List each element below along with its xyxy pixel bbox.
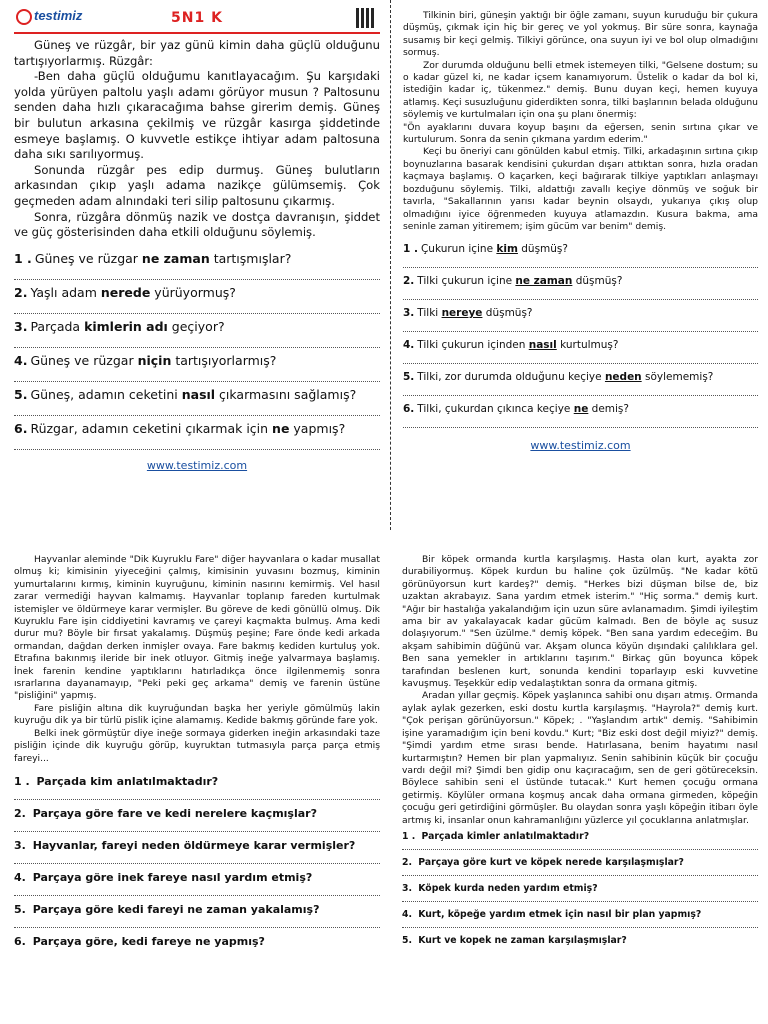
question-3: 3. Hayvanlar, fareyi neden öldürmeye karar vermişler?: [14, 839, 380, 871]
answer-line[interactable]: [14, 863, 380, 864]
question-1: 1 . Parçada kimler anlatılmaktadır?: [402, 831, 758, 857]
story-paragraph: Zor durumda olduğunu belli etmek istemeyen tilki, "Gelsene dostum; su o kadar güzel ki, ne kadar içsem kanamıyorum. Üstelik o kadar da bol ki, istediğin kadar iç, tükenmez." demiş. Bunu duyan keçi, hemen kuyuya atlamış. Keçi susuzluğunu giderdikten sonra, tilki başlarının belada olduğunu söylemiş ve kurtulmaları için ona şu planı önermiş:: [403, 59, 758, 121]
worksheet-sun-wind: [0, 0, 390, 530]
answer-line[interactable]: [403, 299, 758, 300]
question-3: 3. Köpek kurda neden yardım etmiş?: [402, 883, 758, 909]
answer-line[interactable]: [402, 849, 758, 850]
worksheet-dog-wolf: [390, 548, 768, 1024]
question-4: 4. Güneş ve rüzgar niçin tartışıyorlarmış?: [14, 353, 380, 387]
answer-line[interactable]: [14, 831, 380, 832]
question-1: 1 . Güneş ve rüzgar ne zaman tartışmışlar?: [14, 251, 380, 285]
story-paragraph: Sonra, rüzgâra dönmüş nazik ve dostça davranışın, şiddet ve güç gösterisinden daha etkili olduğunu söylemiş.: [14, 209, 380, 240]
answer-line[interactable]: [403, 267, 758, 268]
answer-line[interactable]: [14, 415, 380, 416]
website-link[interactable]: www.testimiz.com: [530, 439, 631, 453]
question-3: 3. Tilki nereye düşmüş?: [403, 307, 758, 339]
answer-line[interactable]: [402, 901, 758, 902]
website-link[interactable]: www.testimiz.com: [146, 458, 248, 472]
story-paragraph: Aradan yıllar geçmiş. Köpek yaşlanınca sahibi onu dışarı atmış. Ormanda aylak aylak gezerken, eski dostu kurtla karşılaşmış. "Hayrola?" demiş kurt. "Çok perişan görünüyorsun." Köpek; . "Yaşlandım artık" demiş. "Sahibimin işine yaramadığım için beni kovdu." Kurt; "Biz eski dost değil miyiz?" demiş. "Şimdi yardım etme sırası bende. Hatırlasana, benim hayatımı nasıl kurtarmıştın? Hemen bir plan yapmalıyız. Senin sahibinin küçük bir çocuğu vardı değil mi? Şimdi ben gidip onu kaçıracağım, sen de geri götüreceksin. Böylece sahibin seni el üstünde tutacak." Kurt hemen çocuğu ormana getirmiş. Köylüler ormana koşmuş ancak daha ormana girmeden, köpeğin çocuğu geri getirdiğini görmüşler. Bu olaydan sonra yaşlı köpeğin itibarı öyle artmış ki, insanlar onun kahramanlığını yüzlerce yıl çocuklarına anlatmışlar.: [402, 690, 758, 826]
story-paragraph: Güneş ve rüzgâr, bir yaz günü kimin daha güçlü olduğunu tartışıyorlarmış. Rüzgâr:: [14, 38, 380, 68]
story-paragraph: Belki inek görmüştür diye ineğe sormaya giderken ineğin arkasındaki taze pisliğin içinde dik kuyruğu görüp, kuyruktan tutmasıyla parça parça etmiş fareyi...: [14, 727, 380, 764]
qr-code-icon: [356, 8, 376, 28]
answer-line[interactable]: [14, 279, 380, 280]
question-2: 2. Parçaya göre fare ve kedi nerelere kaçmışlar?: [14, 807, 380, 839]
question-1: 1 . Parçada kim anlatılmaktadır?: [14, 775, 380, 807]
question-4: 4. Tilki çukurun içinden nasıl kurtulmuş?: [403, 339, 758, 371]
question-2: 2. Yaşlı adam nerede yürüyormuş?: [14, 285, 380, 319]
answer-line[interactable]: [402, 927, 758, 928]
worksheet-mouse-cat: [0, 548, 390, 1024]
question-4: 4. Kurt, köpeğe yardım etmek için nasıl bir plan yapmış?: [402, 909, 758, 935]
question-5: 5. Kurt ve kopek ne zaman karşılaşmışlar?: [402, 934, 627, 946]
header-divider: [14, 32, 380, 34]
answer-line[interactable]: [403, 427, 758, 428]
question-3: 3. Parçada kimlerin adı geçiyor?: [14, 319, 380, 353]
answer-line[interactable]: [403, 363, 758, 364]
story-paragraph: -Ben daha güçlü olduğumu kanıtlayacağım. Şu karşıdaki yolda yürüyen paltolu yaşlı adamı görüyor musun ? Paltosunu senden daha hızlı çıkaracağıma bahse girerim demiş. Güneş bir bulutun arkasına çekilmiş ve rüzgâr kasırga şiddetinde esmeye başlamış. O kuvvetle estikçe ihtiyar adam paltosuna daha sıkı sarılıyormuş.: [14, 69, 380, 162]
question-4: 4. Parçaya göre inek fareye nasıl yardım etmiş?: [14, 871, 380, 903]
question-list: [14, 251, 380, 455]
question-2: 2. Tilki çukurun içine ne zaman düşmüş?: [403, 275, 758, 307]
answer-line[interactable]: [14, 895, 380, 896]
question-6: 6. Rüzgar, adamın ceketini çıkarmak için ne yapmış?: [14, 421, 380, 455]
question-2: 2. Parçaya göre kurt ve köpek nerede karşılaşmışlar?: [402, 857, 758, 883]
question-6: 6. Parçaya göre, kedi fareye ne yapmış?: [14, 934, 265, 948]
question-list: [402, 831, 758, 961]
answer-line[interactable]: [14, 449, 380, 450]
answer-line[interactable]: [403, 395, 758, 396]
answer-line[interactable]: [403, 331, 758, 332]
question-1: 1 . Çukurun içine kim düşmüş?: [403, 243, 758, 275]
answer-line[interactable]: [14, 927, 380, 928]
answer-line[interactable]: [14, 313, 380, 314]
story-paragraph: Hayvanlar aleminde "Dik Kuyruklu Fare" diğer hayvanlara o kadar musallat olmuş ki; kimisinin yiyeceğini çalmış, kimisinin yuvasını bozmuş, kiminin yumurtalarını kırmış, kiminin kuyruğunu, kiminin nasırını kemirmiş. Vel hasıl zarar vermediği hayvan kalmamış. Hayvanlar toplanıp fareden kurtulmak istemişler ve öldürmeye karar vermişler. Bu göreve de kedi gönüllü olmuş. Dik Kuyruklu Fare işin ciddiyetini kavramış ve çareyi kaçmakta bulmuş. Ama kedi durur mu? Böyle bir fırsat yakalamış. Düşmüş peşine; Fare önde kedi arkada ormandan, dağdan derken inmişler ovaya. Fare bakmış kediden kurtuluş yok. Etrafına bakınmış ileride bir inek otluyor. Gitmiş ineğe yalvarmaya başlamış. İnek farenin kendine yaptıklarını hatırladıkça önce ilgilenmemiş sonra ısrarlarına dayanamayıp, "Peki peki geç arkama" demiş ve farenin üstüne "pisliğini" yapmış.: [14, 554, 380, 702]
story-paragraph: Sonunda rüzgâr pes edip durmuş. Güneş bulutların arkasından çıkıp yaşlı adama nazikçe gülümsemiş. Çok geçmeden adam alnındaki teri silip paltosunu çıkarmış.: [14, 162, 380, 208]
question-5: 5. Parçaya göre kedi fareyi ne zaman yakalamış?: [14, 903, 380, 935]
answer-line[interactable]: [402, 875, 758, 876]
story-paragraph: Tilkinin biri, güneşin yaktığı bir öğle zamanı, suyun kuruduğu bir çukura düşmüş, çıkmak için hiç bir gereç ve yol yokmuş. Bir süre sonra, kaynağa susamış bir keçi gelmiş. Tilkiyi görünce, ona suyun iyi ve bol olup olmadığını sormuş.: [403, 10, 758, 59]
story-paragraph: Bir köpek ormanda kurtla karşılaşmış. Hasta olan kurt, ayakta zor durabiliyormuş. Köpek kurdun bu haline çok üzülmüş. "Ne kadar kötü görünüyorsun kurt kardeş?" demiş. "Herkes bizi düşman bilse de, biz uzaktan akrabayız. Sana yardım etmek isterim." "Hiç sorma." demiş kurt. "Ağır bir hastalığa yakalandığım için uzun süre avlanamadım. Şimdi iyileştim ama bir av yakalayacak kadar gücüm kalmadı. Ben de böyle aç susuz dolaşıyorum." "Sen üzülme." demiş köpek. "Ben sana yardım edeceğim. Bu akşam sahibimin düğünü var. Akşam olunca köyün dışındaki çalılıklara gel. Ben sana yemekler in artıklarını taşırım." Birkaç gün boyunca köpek tarafından beslenen kurt, sonunda kendini toparlayıp eski kuvvetine kavuşmuş. Teşekkür edip vedalaştıktan sonra da ormana gitmiş.: [402, 554, 758, 690]
question-list: [14, 775, 380, 967]
story-paragraph: Fare pisliğin altına dik kuyruğundan başka her yeriyle gömülmüş lakin kuyruğu dik ya bir türlü pislik içine alamamış. Kedide bakmış göründe fare yok.: [14, 702, 380, 727]
question-list: [403, 243, 758, 435]
question-5: 5. Tilki, zor durumda olduğunu keçiye neden söylememiş?: [403, 371, 758, 403]
worksheet-header: [14, 8, 380, 30]
story-paragraph: Keçi bu öneriyi canı gönülden kabul etmiş. Tilki, arkadaşının sırtına çıkıp boynuzlarına basarak kendisini çukurdan dışarı attıktan sonra, hızla oradan kaçmaya başlamış. O kaçarken, keçi bağırarak tilkiye yaptıkları anlaşmayı bozduğunu söylemiş. Tilki, aldattığı zavallı keçiye dönmüş ve soğuk bir tavırla, "Sakallarının yarısı kadar beynin olsaydı, yukarıya çıkış olup olmadığını iyice öğrenmeden kuyuya atlamazdın. Kusura bakma, ama seninle zaman yitiremem; işim gücüm var benim" demiş.: [403, 146, 758, 232]
question-5: 5. Güneş, adamın ceketini nasıl çıkarmasını sağlamış?: [14, 387, 380, 421]
worksheet-title: 5N1 K: [171, 10, 223, 26]
worksheet-fox-goat: [390, 0, 768, 530]
answer-line[interactable]: [14, 347, 380, 348]
story-paragraph: "Ön ayaklarını duvara koyup başını da eğersen, senin sırtına çıkar ve kurtulurum. Sonra da senin çıkmana yardım ederim.": [403, 121, 758, 146]
testimiz-logo[interactable]: testimiz: [16, 8, 82, 25]
question-6: 6. Tilki, çukurdan çıkınca keçiye ne demiş?: [403, 403, 758, 435]
answer-line[interactable]: [14, 799, 380, 800]
answer-line[interactable]: [14, 381, 380, 382]
